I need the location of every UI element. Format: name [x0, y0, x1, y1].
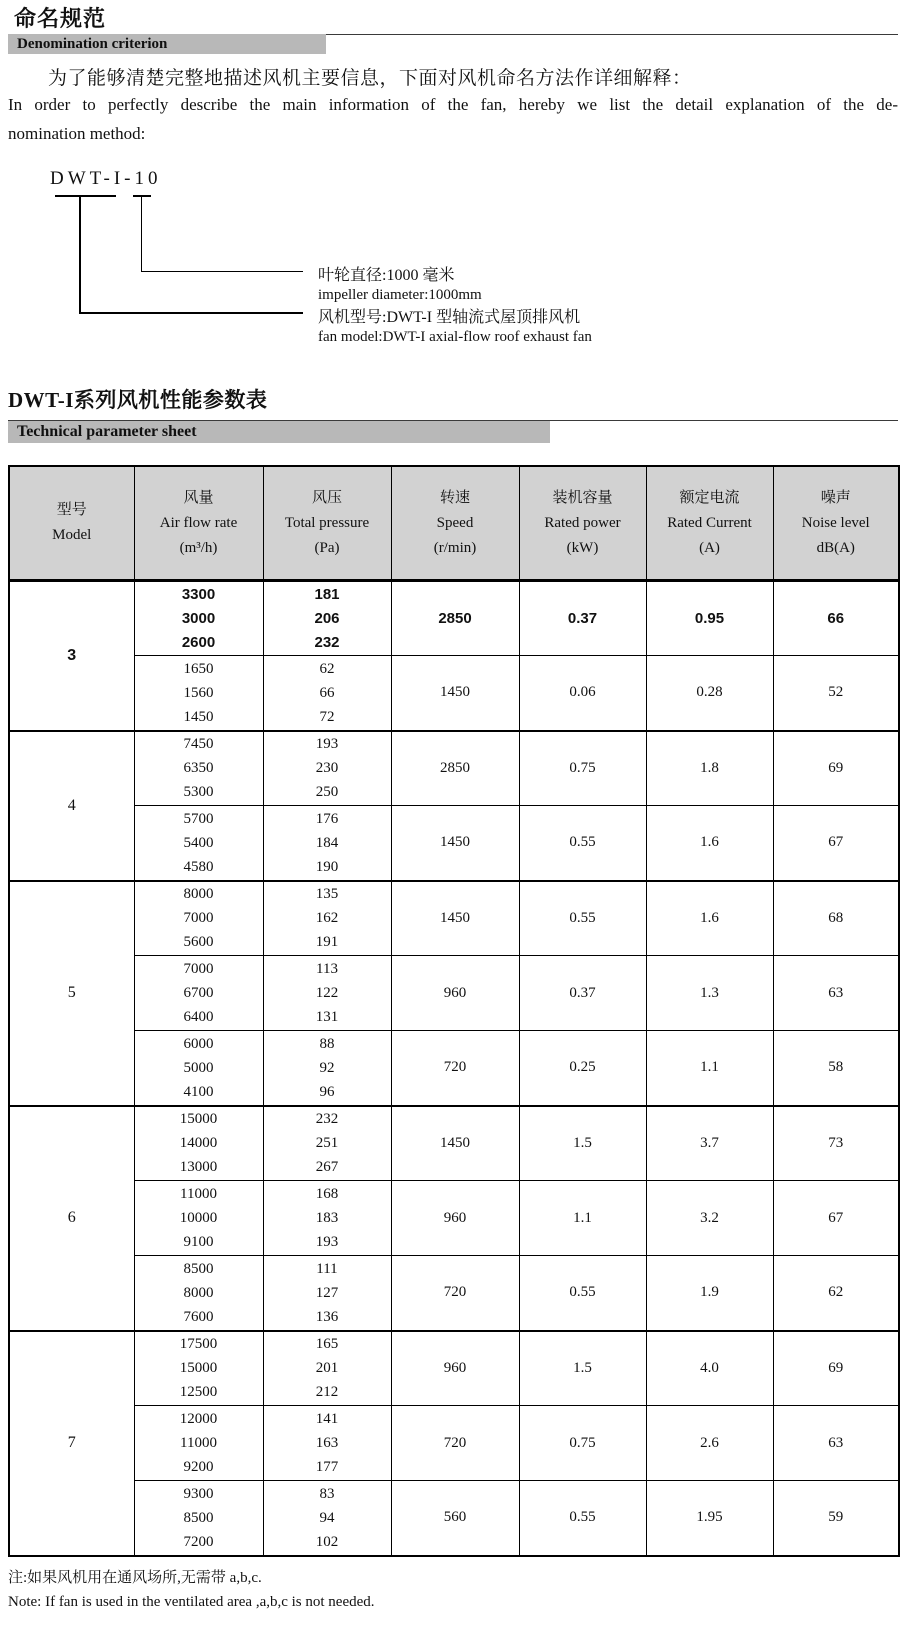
impeller-label-en: impeller diameter:1000mm: [318, 287, 482, 303]
impeller-connector-hline: [141, 271, 303, 272]
code-underline-main: [55, 195, 116, 197]
current-cell: 3.7: [646, 1106, 773, 1181]
column-header-current: 额定电流 Rated Current (A): [646, 466, 773, 581]
table-row: [9, 581, 899, 656]
pressure-cell: 113 122 131: [263, 956, 391, 1031]
noise-cell: 73: [773, 1106, 899, 1181]
speed-cell: 1450: [391, 1106, 519, 1181]
noise-cell: 63: [773, 1406, 899, 1481]
fan-code: DWT-I-10: [50, 168, 162, 189]
model-label-en: fan model:DWT-I axial-flow roof exhaust fan: [318, 329, 592, 345]
power-cell: 0.55: [519, 1256, 646, 1331]
noise-cell: 66: [773, 581, 899, 656]
noise-cell: 59: [773, 1481, 899, 1556]
pressure-cell: 165 201 212: [263, 1331, 391, 1406]
table-row: [9, 1481, 899, 1556]
page-title: 命名规范: [14, 6, 107, 31]
pressure-cell: 62 66 72: [263, 656, 391, 731]
speed-cell: 720: [391, 1031, 519, 1106]
flow-cell: 5700 5400 4580: [134, 806, 263, 881]
flow-cell: 11000 10000 9100: [134, 1181, 263, 1256]
flow-cell: 8000 7000 5600: [134, 881, 263, 956]
denomination-bar: Denomination criterion: [8, 34, 326, 54]
table-header-row: [9, 466, 899, 581]
speed-cell: 1450: [391, 656, 519, 731]
parameters-table-wrap: [8, 465, 900, 1557]
table-row: [9, 656, 899, 731]
model-cell: 3: [9, 581, 134, 731]
column-header-pressure: 风压 Total pressure (Pa): [263, 466, 391, 581]
flow-cell: 9300 8500 7200: [134, 1481, 263, 1556]
current-cell: 0.95: [646, 581, 773, 656]
model-cell: 4: [9, 731, 134, 881]
table-row: [9, 806, 899, 881]
speed-cell: 960: [391, 1181, 519, 1256]
power-cell: 1.5: [519, 1106, 646, 1181]
impeller-label-cn: 叶轮直径:1000 毫米: [318, 267, 455, 284]
current-cell: 1.6: [646, 806, 773, 881]
flow-cell: 15000 14000 13000: [134, 1106, 263, 1181]
pressure-cell: 141 163 177: [263, 1406, 391, 1481]
noise-cell: 67: [773, 806, 899, 881]
current-cell: 4.0: [646, 1331, 773, 1406]
table-row: [9, 1256, 899, 1331]
speed-cell: 560: [391, 1481, 519, 1556]
column-header-model: 型号 Model: [9, 466, 134, 581]
noise-cell: 68: [773, 881, 899, 956]
speed-cell: 960: [391, 956, 519, 1031]
note-en: Note: If fan is used in the ventilated area ,a,b,c is not needed.: [8, 1594, 375, 1610]
speed-cell: 1450: [391, 806, 519, 881]
table-row: [9, 1406, 899, 1481]
power-cell: 0.37: [519, 956, 646, 1031]
parameters-table: [8, 465, 900, 1557]
pressure-cell: 176 184 190: [263, 806, 391, 881]
parameters-heading: DWT-I系列风机性能参数表: [8, 388, 268, 412]
speed-cell: 720: [391, 1256, 519, 1331]
model-cell: 6: [9, 1106, 134, 1331]
power-cell: 1.5: [519, 1331, 646, 1406]
noise-cell: 62: [773, 1256, 899, 1331]
power-cell: 0.37: [519, 581, 646, 656]
intro-paragraph-en-line2: nomination method:: [8, 124, 146, 143]
note-cn: 注:如果风机用在通风场所,无需带 a,b,c.: [8, 1570, 262, 1586]
model-connector-hline: [79, 312, 303, 314]
flow-cell: 7000 6700 6400: [134, 956, 263, 1031]
noise-cell: 63: [773, 956, 899, 1031]
current-cell: 1.6: [646, 881, 773, 956]
pressure-cell: 83 94 102: [263, 1481, 391, 1556]
column-header-power: 装机容量 Rated power (kW): [519, 466, 646, 581]
current-cell: 0.28: [646, 656, 773, 731]
current-cell: 1.8: [646, 731, 773, 806]
power-cell: 0.06: [519, 656, 646, 731]
table-row: [9, 1031, 899, 1106]
noise-cell: 67: [773, 1181, 899, 1256]
current-cell: 1.9: [646, 1256, 773, 1331]
power-cell: 0.55: [519, 881, 646, 956]
power-cell: 0.55: [519, 1481, 646, 1556]
impeller-connector-vline: [141, 197, 142, 272]
table-row: [9, 1181, 899, 1256]
pressure-cell: 193 230 250: [263, 731, 391, 806]
intro-paragraph-en-line1: In order to perfectly describe the main information of the fan, hereby we list the detail explanation of the de-: [8, 95, 898, 114]
table-row: [9, 731, 899, 806]
flow-cell: 8500 8000 7600: [134, 1256, 263, 1331]
power-cell: 0.25: [519, 1031, 646, 1106]
speed-cell: 2850: [391, 581, 519, 656]
flow-cell: 17500 15000 12500: [134, 1331, 263, 1406]
power-cell: 0.75: [519, 1406, 646, 1481]
table-row: [9, 956, 899, 1031]
column-header-noise: 噪声 Noise level dB(A): [773, 466, 899, 581]
current-cell: 1.1: [646, 1031, 773, 1106]
column-header-airflow: 风量 Air flow rate (m³/h): [134, 466, 263, 581]
model-connector-vline: [79, 197, 81, 314]
table-row: [9, 881, 899, 956]
model-cell: 7: [9, 1331, 134, 1556]
current-cell: 1.95: [646, 1481, 773, 1556]
power-cell: 0.55: [519, 806, 646, 881]
current-cell: 2.6: [646, 1406, 773, 1481]
flow-cell: 3300 3000 2600: [134, 581, 263, 656]
model-cell: 5: [9, 881, 134, 1106]
pressure-cell: 168 183 193: [263, 1181, 391, 1256]
technical-parameter-bar: Technical parameter sheet: [8, 421, 550, 443]
noise-cell: 69: [773, 731, 899, 806]
model-label-cn: 风机型号:DWT-I 型轴流式屋顶排风机: [318, 309, 581, 326]
power-cell: 0.75: [519, 731, 646, 806]
pressure-cell: 232 251 267: [263, 1106, 391, 1181]
pressure-cell: 181 206 232: [263, 581, 391, 656]
speed-cell: 720: [391, 1406, 519, 1481]
noise-cell: 52: [773, 656, 899, 731]
current-cell: 1.3: [646, 956, 773, 1031]
table-body: [9, 581, 899, 1556]
speed-cell: 2850: [391, 731, 519, 806]
pressure-cell: 111 127 136: [263, 1256, 391, 1331]
table-row: [9, 1106, 899, 1181]
speed-cell: 960: [391, 1331, 519, 1406]
code-underline-size: [133, 195, 151, 197]
noise-cell: 69: [773, 1331, 899, 1406]
noise-cell: 58: [773, 1031, 899, 1106]
intro-paragraph-cn: 为了能够清楚完整地描述风机主要信息，下面对风机命名方法作详细解释：: [48, 68, 692, 89]
current-cell: 3.2: [646, 1181, 773, 1256]
column-header-speed: 转速 Speed (r/min): [391, 466, 519, 581]
flow-cell: 7450 6350 5300: [134, 731, 263, 806]
flow-cell: 6000 5000 4100: [134, 1031, 263, 1106]
power-cell: 1.1: [519, 1181, 646, 1256]
pressure-cell: 135 162 191: [263, 881, 391, 956]
pressure-cell: 88 92 96: [263, 1031, 391, 1106]
flow-cell: 12000 11000 9200: [134, 1406, 263, 1481]
table-row: [9, 1331, 899, 1406]
speed-cell: 1450: [391, 881, 519, 956]
flow-cell: 1650 1560 1450: [134, 656, 263, 731]
